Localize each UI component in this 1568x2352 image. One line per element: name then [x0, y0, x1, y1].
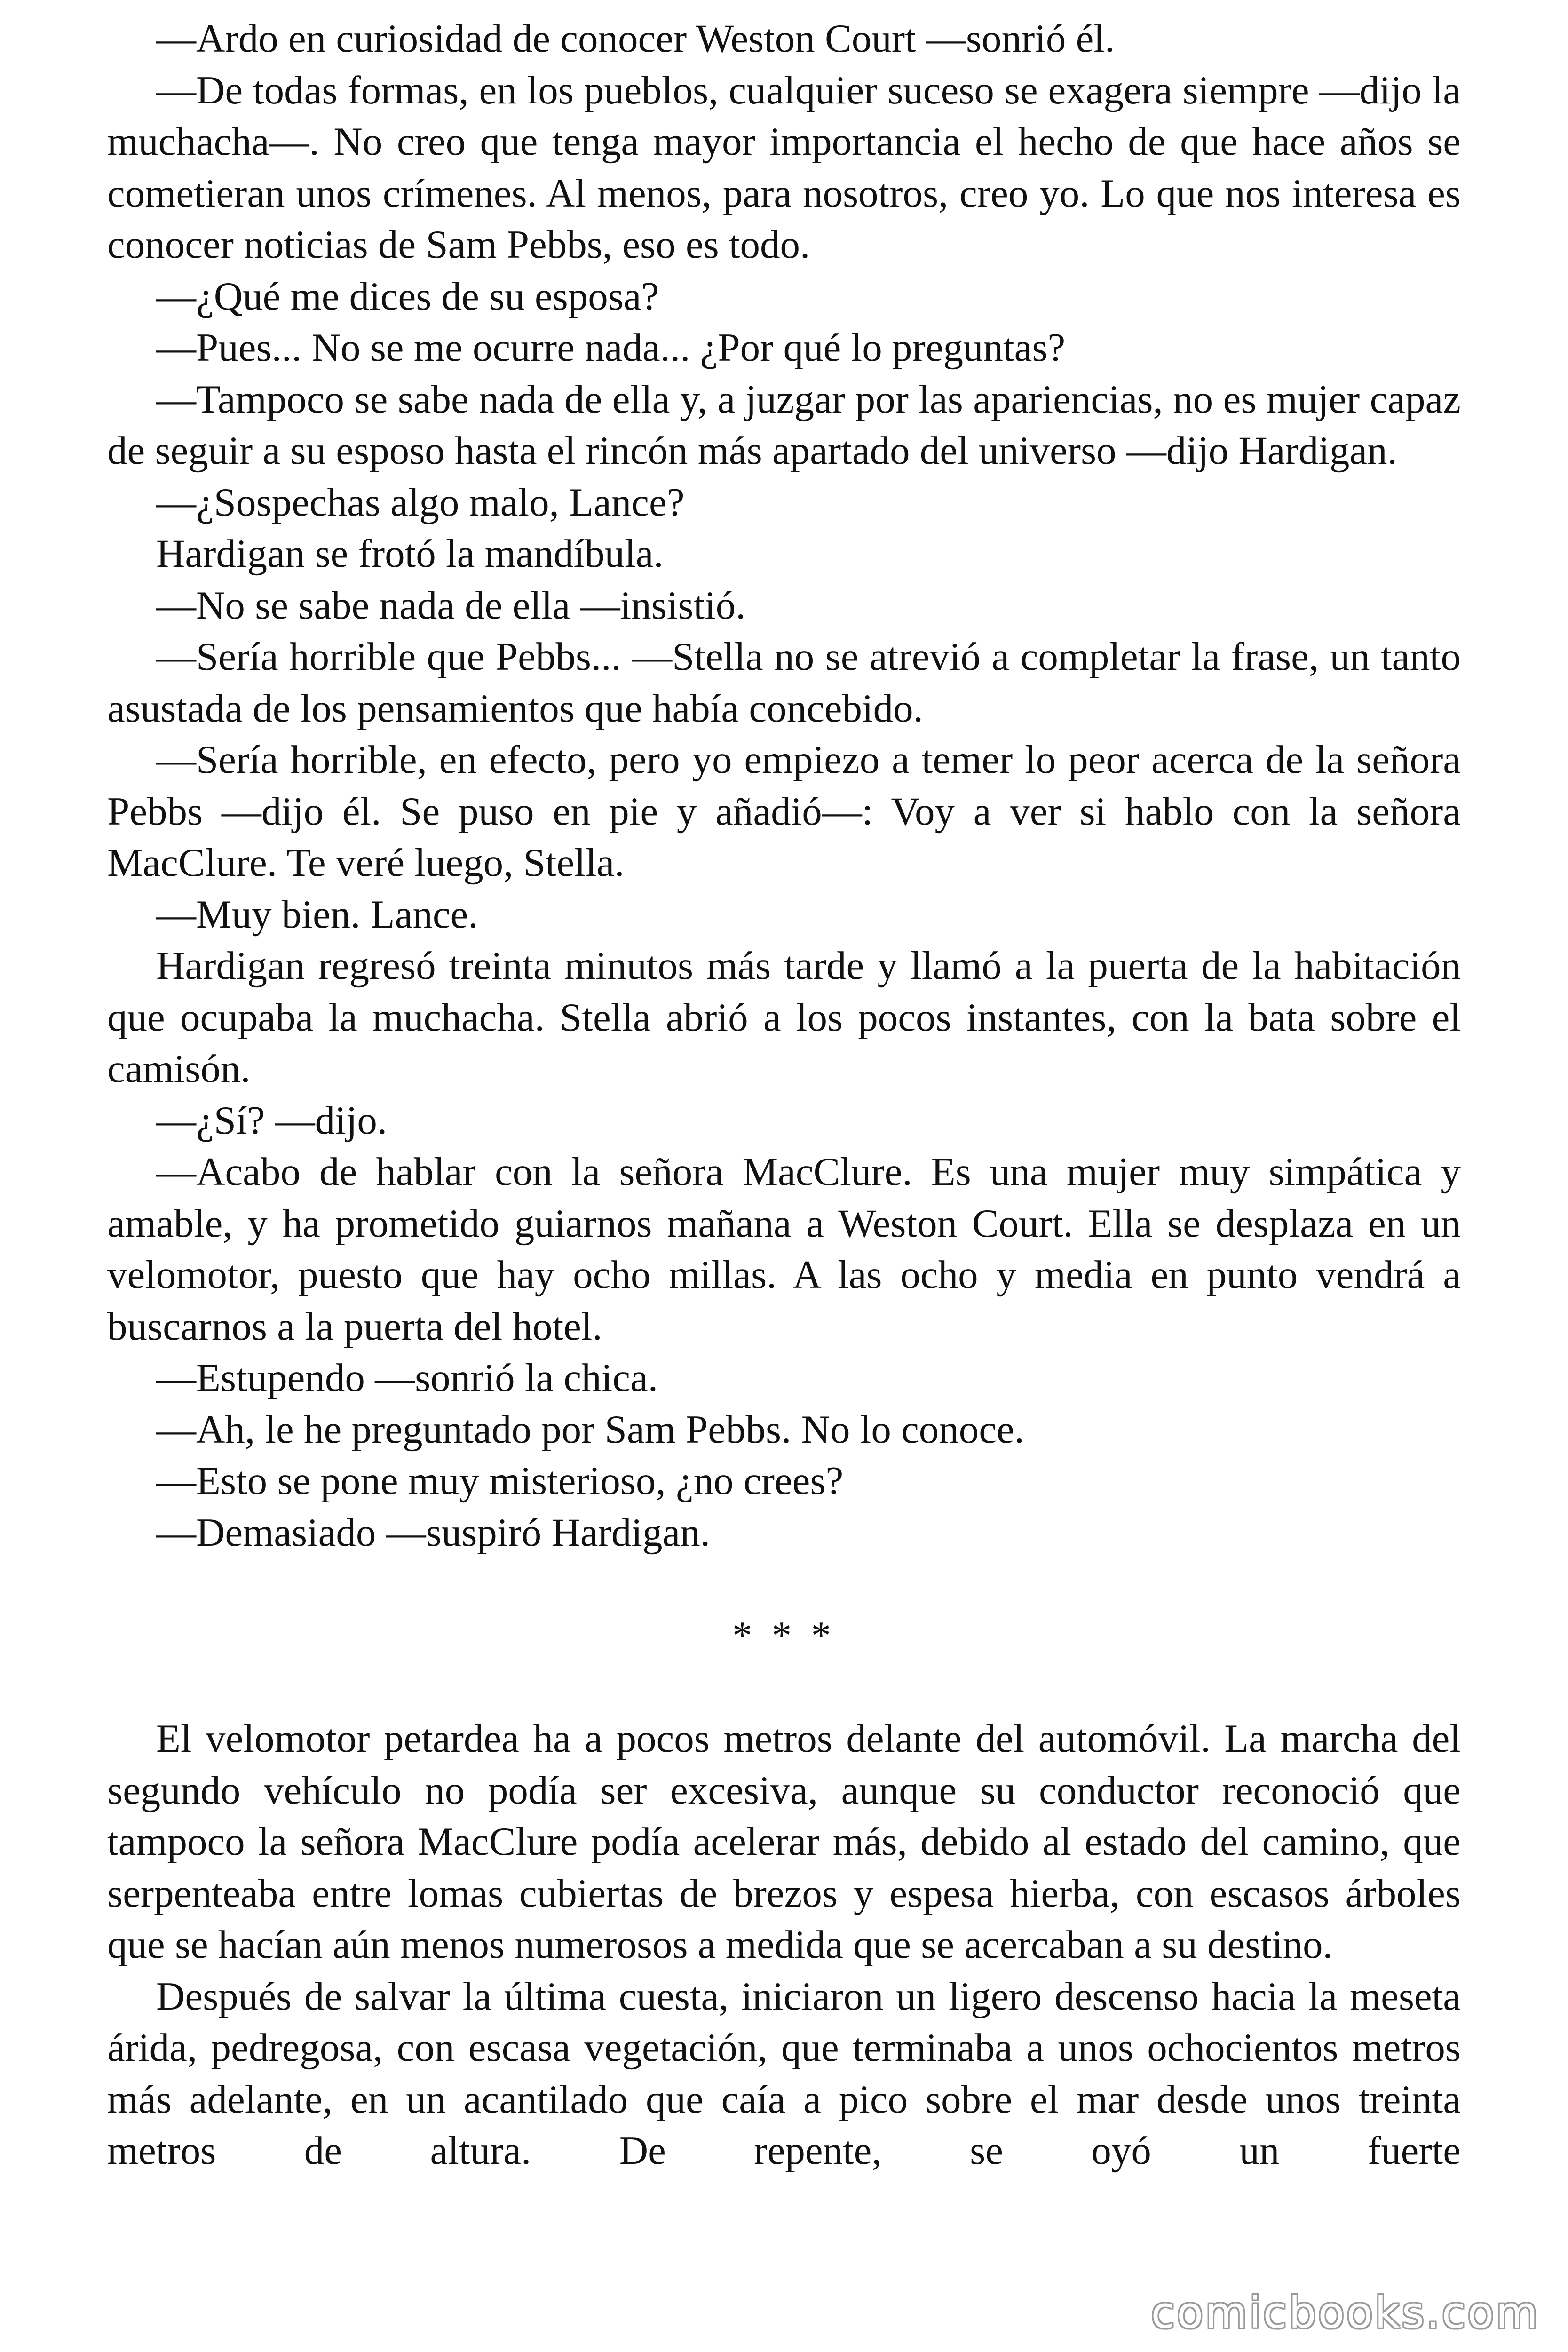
paragraph: Después de salvar la última cuesta, iniciaron un ligero descenso hacia la meseta árida, pedregosa, con escasa vegetación, que terminaba a unos ochocientos metros más adelante, en un acantilado que caía a pico sobre el mar desde unos treinta metros de altura. De repente, se oyó un fuerte: [107, 1974, 1461, 2173]
paragraph: —No se sabe nada de ella —insistió.: [156, 583, 746, 628]
watermark: comicbooks.com: [1151, 2288, 1540, 2338]
paragraph: —Demasiado —suspiró Hardigan.: [156, 1510, 710, 1555]
paragraph: —¿Qué me dices de su esposa?: [156, 274, 659, 318]
paragraph: —Ah, le he preguntado por Sam Pebbs. No lo conoce.: [156, 1407, 1025, 1452]
paragraph: —Sería horrible, en efecto, pero yo empiezo a temer lo peor acerca de la señora Pebbs —dijo él. Se puso en pie y añadió—: Voy a ver si hablo con la señora MacClure. Te veré luego, Stella.: [107, 738, 1461, 885]
paragraph: —Esto se pone muy misterioso, ¿no crees?: [156, 1459, 844, 1503]
paragraph: —Estupendo —sonrió la chica.: [156, 1356, 658, 1400]
paragraph: —Acabo de hablar con la señora MacClure. Es una mujer muy simpática y amable, y ha prometido guiarnos mañana a Weston Court. Ella se desplaza en un velomotor, puesto que hay ocho millas. A las ocho y media en punto vendrá a buscarnos a la puerta del hotel.: [107, 1150, 1461, 1349]
paragraph: Hardigan regresó treinta minutos más tarde y llamó a la puerta de la habitación que ocupaba la muchacha. Stella abrió a los pocos instantes, con la bata sobre el camisón.: [107, 944, 1461, 1091]
paragraph: —Tampoco se sabe nada de ella y, a juzgar por las apariencias, no es mujer capaz de seguir a su esposo hasta el rincón más apartado del universo —dijo Hardigan.: [107, 377, 1461, 473]
paragraph: —¿Sí? —dijo.: [156, 1098, 388, 1143]
book-page: [107, 13, 1461, 2177]
paragraph: —De todas formas, en los pueblos, cualquier suceso se exagera siempre —dijo la muchacha—. No creo que tenga mayor importancia el hecho de que hace años se cometieran unos crímenes. Al menos, para nosotros, creo yo. Lo que nos interesa es conocer noticias de Sam Pebbs, eso es todo.: [107, 68, 1461, 267]
paragraph: —Muy bien. Lance.: [156, 892, 478, 937]
paragraph: —Sería horrible que Pebbs... —Stella no se atrevió a completar la frase, un tanto asustada de los pensamientos que había concebido.: [107, 635, 1461, 731]
paragraph: —¿Sospechas algo malo, Lance?: [156, 480, 685, 524]
paragraph: —Ardo en curiosidad de conocer Weston Court —sonrió él.: [156, 16, 1115, 61]
paragraph: El velomotor petardea ha a pocos metros delante del automóvil. La marcha del segundo vehículo no podía ser excesiva, aunque su conductor reconoció que tampoco la señora MacClure podía acelerar más, debido al estado del camino, que serpenteaba entre lomas cubiertas de brezos y espesa hierba, con escasos árboles que se hacían aún menos numerosos a medida que se acercaban a su destino.: [107, 1716, 1461, 1967]
section-separator: * * *: [732, 1613, 836, 1658]
paragraph: —Pues... No se me ocurre nada... ¿Por qué lo preguntas?: [156, 326, 1066, 370]
paragraph: Hardigan se frotó la mandíbula.: [156, 532, 664, 576]
